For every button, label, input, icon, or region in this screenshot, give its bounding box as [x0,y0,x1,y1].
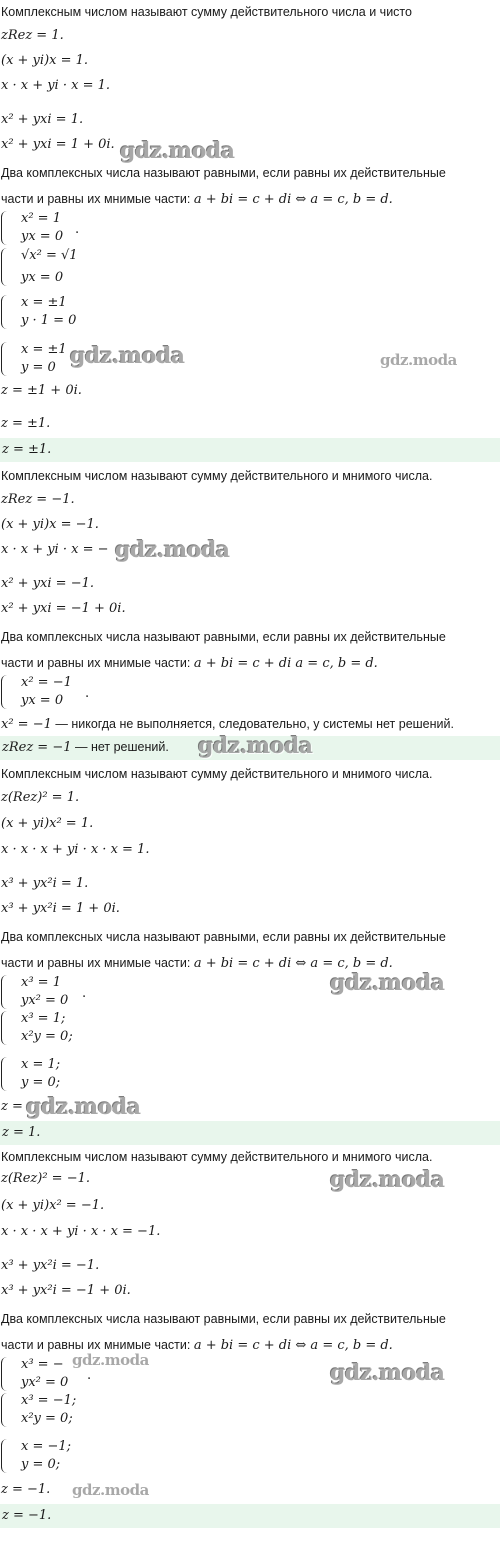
system-row: yx² = 0 [21,1375,69,1390]
watermark: gdz.moda [380,351,457,369]
brace-icon [1,1057,7,1091]
block2-answer-text: — нет решений. [71,740,169,754]
block4-eq3: x · x · x + yi · x · x = −1. [1,1224,161,1239]
block4-equal-math: a + bi = c + di ⇔ a = c, b = d. [193,1338,393,1353]
block2-equal-text2: части и равны их мнимые части: [1,656,194,670]
block1-equal-text2: части и равны их мнимые части: [1,192,194,206]
block1-equal-text: Два комплексных числа называют равными, если равны их действительные [1,166,446,180]
system-row: x² = −1 [21,675,72,690]
block2-intro: Комплексным числом называют сумму действительного и мнимого числа. [1,469,433,483]
block2-equal-math: a + bi = c + di a = c, b = d. [193,656,378,671]
system-row: x = −1; [21,1439,72,1454]
block1-answer: z = ±1. [2,442,52,457]
watermark: gdz.moda [330,970,445,996]
brace-icon [1,248,7,286]
watermark: gdz.moda [198,733,313,759]
block2-answer-math: zRez = −1 [2,740,72,755]
block1-intro: Комплексным числом называют сумму действительного числа и чисто [1,5,412,19]
system-row: yx² = 0 [21,993,69,1008]
block1-equal-math: a + bi = c + di ⇔ a = c, b = d. [193,192,393,207]
brace-icon [1,1011,7,1045]
block1-eq7: z = ±1. [1,416,51,431]
system-row: x²y = 0; [21,1411,73,1426]
brace-icon [1,1393,7,1427]
block4-eq4: x³ + yx²i = −1. [1,1258,100,1273]
block1-eq5: x² + yxi = 1 + 0i. [1,137,115,152]
block2-eq5: x² + yxi = −1 + 0i. [1,601,126,616]
block1-eq4: x² + yxi = 1. [1,112,84,127]
watermark: gdz.moda [120,138,235,164]
brace-icon [1,295,7,329]
system-row: yx = 0 [21,693,64,708]
system-row: x²y = 0; [21,1029,73,1044]
system-row: x³ = −1; [21,1393,77,1408]
block4-equal-text2: части и равны их мнимые части: [1,1338,194,1352]
watermark: gdz.moda [26,1094,141,1120]
brace-icon [1,342,7,376]
block4-equal-text: Два комплексных числа называют равными, если равны их действительные [1,1312,446,1326]
block3-intro: Комплексным числом называют сумму действительного и мнимого числа. [1,767,433,781]
brace-icon [1,211,7,245]
block4-eq6: z = −1. [1,1482,51,1497]
system-row: x³ = 1 [21,975,61,990]
block1-eq3: x · x + yi · x = 1. [1,78,111,93]
brace-icon [1,1357,7,1391]
block2-eq3: x · x + yi · x = − [1,542,109,557]
block3-equal-math: a + bi = c + di ⇔ a = c, b = d. [193,956,393,971]
block2-eq2: (x + yi)x = −1. [1,517,99,532]
block3-answer: z = 1. [2,1125,41,1140]
block3-eq1: z(Rez)² = 1. [1,790,80,805]
block1-eq6: z = ±1 + 0i. [1,383,82,398]
block3-eq4: x³ + yx²i = 1. [1,876,89,891]
watermark: gdz.moda [70,343,185,369]
system-row: x = ±1 [21,295,67,310]
block3-eq2: (x + yi)x² = 1. [1,816,94,831]
system-row: y = 0 [21,360,56,375]
system-row: x = 1; [21,1057,61,1072]
block2-equal-line [1,654,378,672]
system-row: y = 0; [21,1457,61,1472]
block2-never-math: x² = −1 [1,717,52,732]
watermark: gdz.moda [115,537,230,563]
block1-eq1: zRez = 1. [1,28,64,43]
block4-eq5: x³ + yx²i = −1 + 0i. [1,1283,131,1298]
watermark: gdz.moda [330,1360,445,1386]
block3-eq5: x³ + yx²i = 1 + 0i. [1,901,120,916]
block3-eq6: z = [1,1099,23,1114]
watermark: gdz.moda [72,1481,149,1499]
brace-icon [1,1439,7,1473]
block4-answer-row [0,1504,500,1528]
dot-mark: . [82,986,87,1001]
block4-eq2: (x + yi)x² = −1. [1,1198,105,1213]
system-row: x³ = − [21,1357,64,1372]
block3-equal-text: Два комплексных числа называют равными, если равны их действительные [1,930,446,944]
system-row: x³ = 1; [21,1011,66,1026]
dot-mark: . [75,222,80,237]
system-row: x² = 1 [21,211,61,226]
watermark: gdz.moda [72,1351,149,1369]
system-row: yx = 0 [21,229,64,244]
block3-answer-row [0,1121,500,1145]
block2-never-line [1,715,454,733]
block4-equal-line [1,1336,393,1354]
dot-mark: . [85,686,90,701]
block2-never-text: — никогда не выполняется, следовательно, у системы нет решений. [51,717,454,731]
system-row: y = 0; [21,1075,61,1090]
block4-answer: z = −1. [2,1508,52,1523]
brace-icon [1,675,7,709]
block4-intro: Комплексным числом называют сумму действительного и мнимого числа. [1,1150,433,1164]
dot-mark: . [87,1368,92,1383]
block1-equal-line [1,190,393,208]
block4-eq1: z(Rez)² = −1. [1,1171,90,1186]
block1-eq2: (x + yi)x = 1. [1,53,89,68]
system-row: yx = 0 [21,270,64,285]
block2-eq4: x² + yxi = −1. [1,576,94,591]
block2-equal-text: Два комплексных числа называют равными, если равны их действительные [1,630,446,644]
system-row: y · 1 = 0 [21,313,77,328]
block1-answer-row [0,438,500,462]
block3-equal-text2: части и равны их мнимые части: [1,956,194,970]
brace-icon [1,975,7,1009]
block2-eq1: zRez = −1. [1,492,75,507]
system-row: √x² = √1 [21,248,78,263]
block2-answer [2,740,169,755]
block3-eq3: x · x · x + yi · x · x = 1. [1,842,150,857]
system-row: x = ±1 [21,342,67,357]
watermark: gdz.moda [330,1167,445,1193]
